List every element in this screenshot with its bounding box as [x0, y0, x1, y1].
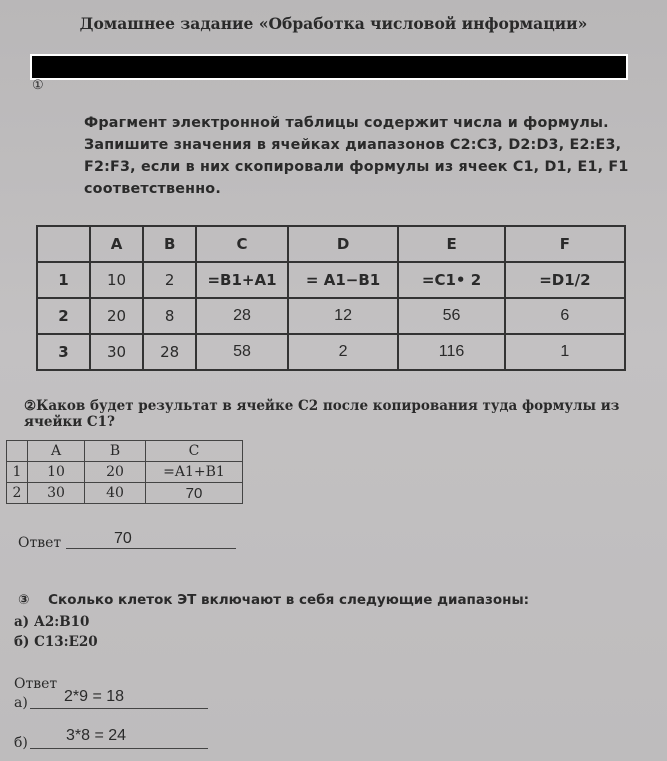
table-cell: 116: [398, 334, 504, 370]
table-cell: [7, 441, 28, 462]
table-cell: 56: [398, 298, 504, 334]
table-cell: 2: [288, 334, 399, 370]
task2-answer: 70: [114, 530, 132, 547]
task3-a-answer: 2*9 = 18: [64, 688, 125, 705]
task3-question-text: Сколько клеток ЭТ включают в себя следующие диапазоны:: [48, 592, 530, 608]
table-cell: C: [196, 226, 287, 262]
table-cell: D: [288, 226, 399, 262]
task3-answer-label: Ответ: [14, 676, 58, 692]
table-cell: 1: [7, 462, 28, 483]
table-cell: 30: [90, 334, 143, 370]
table-cell: =D1/2: [505, 262, 625, 298]
table-cell: 20: [85, 462, 146, 483]
table-cell: 1: [37, 262, 90, 298]
table-cell: 58: [196, 334, 287, 370]
table-cell: 2: [37, 298, 90, 334]
task3-a-line: [30, 708, 208, 709]
redaction-bar: [30, 54, 628, 80]
table-cell: 2: [7, 483, 28, 504]
table-cell: 1: [505, 334, 625, 370]
table-cell: A: [28, 441, 85, 462]
table-cell: C: [146, 441, 243, 462]
page-title: Домашнее задание «Обработка числовой информации»: [79, 14, 588, 33]
task2-table: [6, 440, 243, 504]
task3-number: ③: [18, 592, 30, 608]
table-cell: A: [90, 226, 143, 262]
table-cell: B: [85, 441, 146, 462]
task1-number: ①: [32, 78, 44, 93]
task3-b-answer: 3*8 = 24: [66, 727, 127, 744]
table-cell: 12: [288, 298, 399, 334]
table-cell: 10: [90, 262, 143, 298]
table-cell: F: [505, 226, 625, 262]
task3-b-line: [30, 748, 208, 749]
table-cell: =A1+B1: [146, 462, 243, 483]
task3-a-prefix: а): [14, 695, 28, 711]
task3-part-b: б) С13:Е20: [14, 634, 98, 650]
table-cell: 2: [143, 262, 196, 298]
table-cell: 30: [28, 483, 85, 504]
table-cell: 70: [146, 483, 243, 504]
table-cell: 8: [143, 298, 196, 334]
table-cell: 3: [37, 334, 90, 370]
task3-question: [18, 592, 529, 608]
table-cell: 10: [28, 462, 85, 483]
table-cell: B: [143, 226, 196, 262]
task2-question: ②Каков будет результат в ячейке С2 после копирования туда формулы из ячейки С1?: [24, 398, 620, 430]
task3-b-prefix: б): [14, 735, 28, 751]
task1-text: Фрагмент электронной таблицы содержит числа и формулы. Запишите значения в ячейках диапазонов C2:C3, D2:D3, E2:E3, F2:F3, если в них скопировали формулы из ячеек C1, D1, E1, F1 соответственно.: [84, 115, 629, 197]
task3-part-a: а) А2:В10: [14, 614, 90, 630]
table-cell: E: [398, 226, 504, 262]
task2-answer-line: [66, 548, 236, 549]
table-cell: =C1• 2: [398, 262, 504, 298]
table-cell: 20: [90, 298, 143, 334]
table-cell: 28: [143, 334, 196, 370]
table-cell: =B1+A1: [196, 262, 287, 298]
table-cell: 28: [196, 298, 287, 334]
task2-answer-label: Ответ: [18, 535, 62, 551]
table-cell: 6: [505, 298, 625, 334]
table-cell: = A1−B1: [288, 262, 399, 298]
table-cell: [37, 226, 90, 262]
task1-table: [36, 225, 626, 371]
table-cell: 40: [85, 483, 146, 504]
